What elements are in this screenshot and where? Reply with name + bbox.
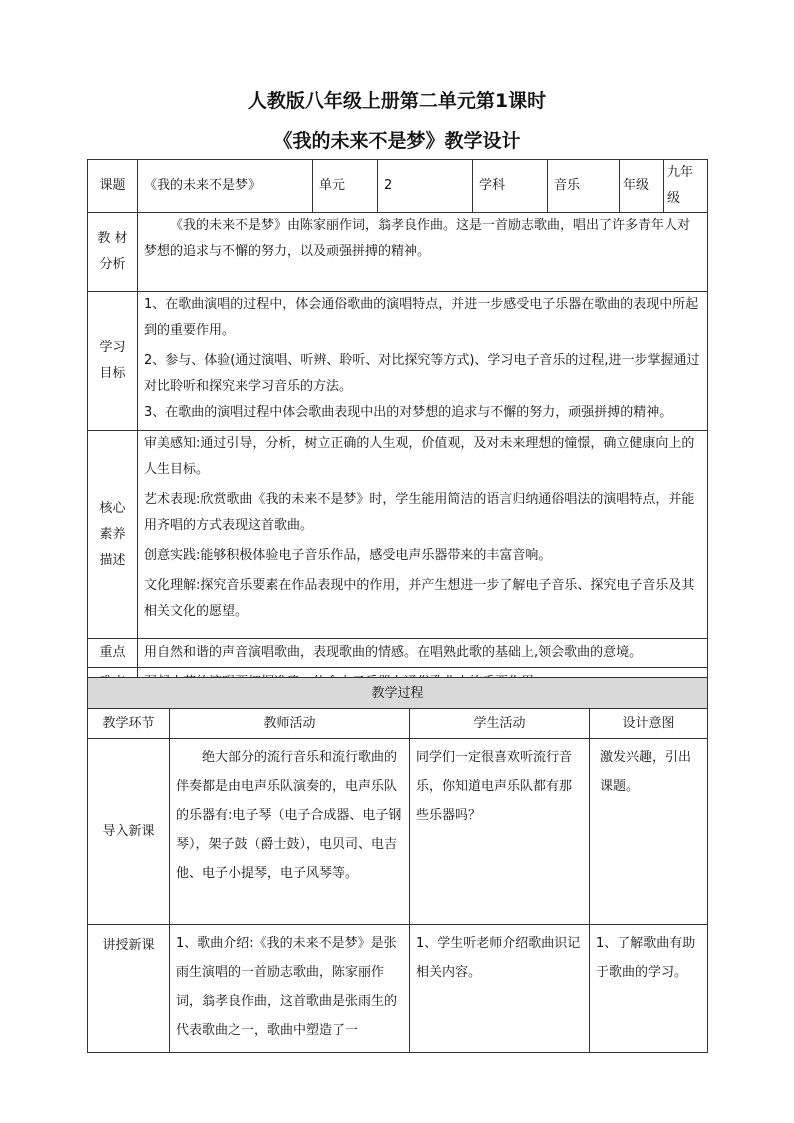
table-row bbox=[88, 925, 708, 1053]
key-point-label: 重点 bbox=[88, 639, 138, 668]
stage-cell: 讲授新课 bbox=[88, 925, 170, 1053]
core-label-line1: 核心 bbox=[99, 500, 126, 516]
stage-cell: 导入新课 bbox=[88, 739, 170, 925]
core-label-line3: 描述 bbox=[99, 552, 126, 568]
core-label bbox=[88, 431, 138, 639]
student-activity-cell: 同学们一定很喜欢听流行音乐，你知道电声乐队都有那些乐器吗？ bbox=[410, 739, 590, 925]
grade-value: 九年级 bbox=[664, 160, 708, 213]
grade-label: 年级 bbox=[620, 160, 664, 213]
course-label: 课题 bbox=[88, 160, 138, 213]
teacher-activity-text: 绝大部分的流行音乐和流行歌曲的伴奏都是由电声乐队演奏的，电声乐队的乐器有:电子琴（电子合成器、电子钢琴），架子鼓（爵士鼓），电贝司、电吉他、电子小提琴，电子风琴等。 bbox=[176, 750, 402, 881]
student-activity-cell: 1、学生听老师介绍歌曲识记相关内容。 bbox=[410, 925, 590, 1053]
core-item: 艺术表现:欣赏歌曲《我的未来不是梦》时，学生能用简洁的语言归纳通俗唱法的演唱特点，并能用齐唱的方式表现这首歌曲。 bbox=[144, 492, 695, 533]
subject-label: 学科 bbox=[473, 160, 548, 213]
goal-item: 3、在歌曲的演唱过程中体会歌曲表现中出的对梦想的追求与不懈的努力，顽强拼搏的精神。 bbox=[144, 405, 673, 420]
core-literacy bbox=[138, 431, 708, 639]
teaching-process-table bbox=[87, 677, 708, 1053]
document-subtitle: 《我的未来不是梦》教学设计 bbox=[273, 130, 521, 152]
process-title: 教学过程 bbox=[88, 678, 708, 709]
goal-item: 2、参与、体验(通过演唱、听辨、聆听、对比探究等方式)、学习电子音乐的过程,进一步掌握通过对比聆听和探究来学习音乐的方法。 bbox=[144, 353, 700, 394]
material-analysis bbox=[138, 213, 708, 292]
material-label-line1: 教 材 bbox=[97, 231, 128, 246]
unit-value: 2 bbox=[378, 160, 473, 213]
teacher-activity-cell bbox=[170, 739, 410, 925]
goals-label-line1: 学习 bbox=[99, 340, 126, 355]
column-header: 教师活动 bbox=[170, 709, 410, 739]
key-point-text: 用自然和谐的声音演唱歌曲，表现歌曲的情感。在唱熟此歌的基础上,领会歌曲的意境。 bbox=[138, 639, 708, 668]
core-label-line2: 素养 bbox=[99, 526, 126, 542]
subject-value: 音乐 bbox=[548, 160, 620, 213]
column-header: 设计意图 bbox=[590, 709, 708, 739]
lesson-info-table bbox=[87, 159, 708, 698]
column-header: 教学环节 bbox=[88, 709, 170, 739]
goals-label bbox=[88, 292, 138, 431]
goal-item: 1、在歌曲演唱的过程中，体会通俗歌曲的演唱特点，并进一步感受电子乐器在歌曲的表现中所起到的重要作用。 bbox=[144, 297, 699, 338]
material-label bbox=[88, 213, 138, 292]
column-header: 学生活动 bbox=[410, 709, 590, 739]
material-text: 《我的未来不是梦》由陈家丽作词，翁孝良作曲。这是一首励志歌曲，唱出了许多青年人对梦想的追求与不懈的努力，以及顽强拼搏的精神。 bbox=[144, 218, 691, 259]
unit-label: 单元 bbox=[313, 160, 378, 213]
goals-label-line2: 目标 bbox=[99, 366, 126, 381]
course-value: 《我的未来不是梦》 bbox=[138, 160, 313, 213]
document-title: 人教版八年级上册第二单元第1课时 bbox=[247, 90, 547, 112]
intent-cell: 激发兴趣，引出课题。 bbox=[590, 739, 708, 925]
intent-cell: 1、了解歌曲有助于歌曲的学习。 bbox=[590, 925, 708, 1053]
learning-goals bbox=[138, 292, 708, 431]
core-item: 审美感知:通过引导，分析，树立正确的人生观，价值观，及对未来理想的憧憬，确立健康向上的人生目标。 bbox=[144, 436, 695, 477]
teacher-activity-cell: 1、歌曲介绍:《我的未来不是梦》是张雨生演唱的一首励志歌曲，陈家丽作词，翁孝良作曲，这首歌曲是张雨生的代表歌曲之一，歌曲中塑造了一 bbox=[170, 925, 410, 1053]
core-item: 创意实践:能够积极体验电子音乐作品，感受电声乐器带来的丰富音响。 bbox=[144, 548, 552, 563]
table-row bbox=[88, 739, 708, 925]
material-label-line2: 分析 bbox=[99, 257, 126, 272]
core-item: 文化理解:探究音乐要素在作品表现中的作用，并产生想进一步了解电子音乐、探究电子音乐及其相关文化的愿望。 bbox=[144, 578, 695, 619]
